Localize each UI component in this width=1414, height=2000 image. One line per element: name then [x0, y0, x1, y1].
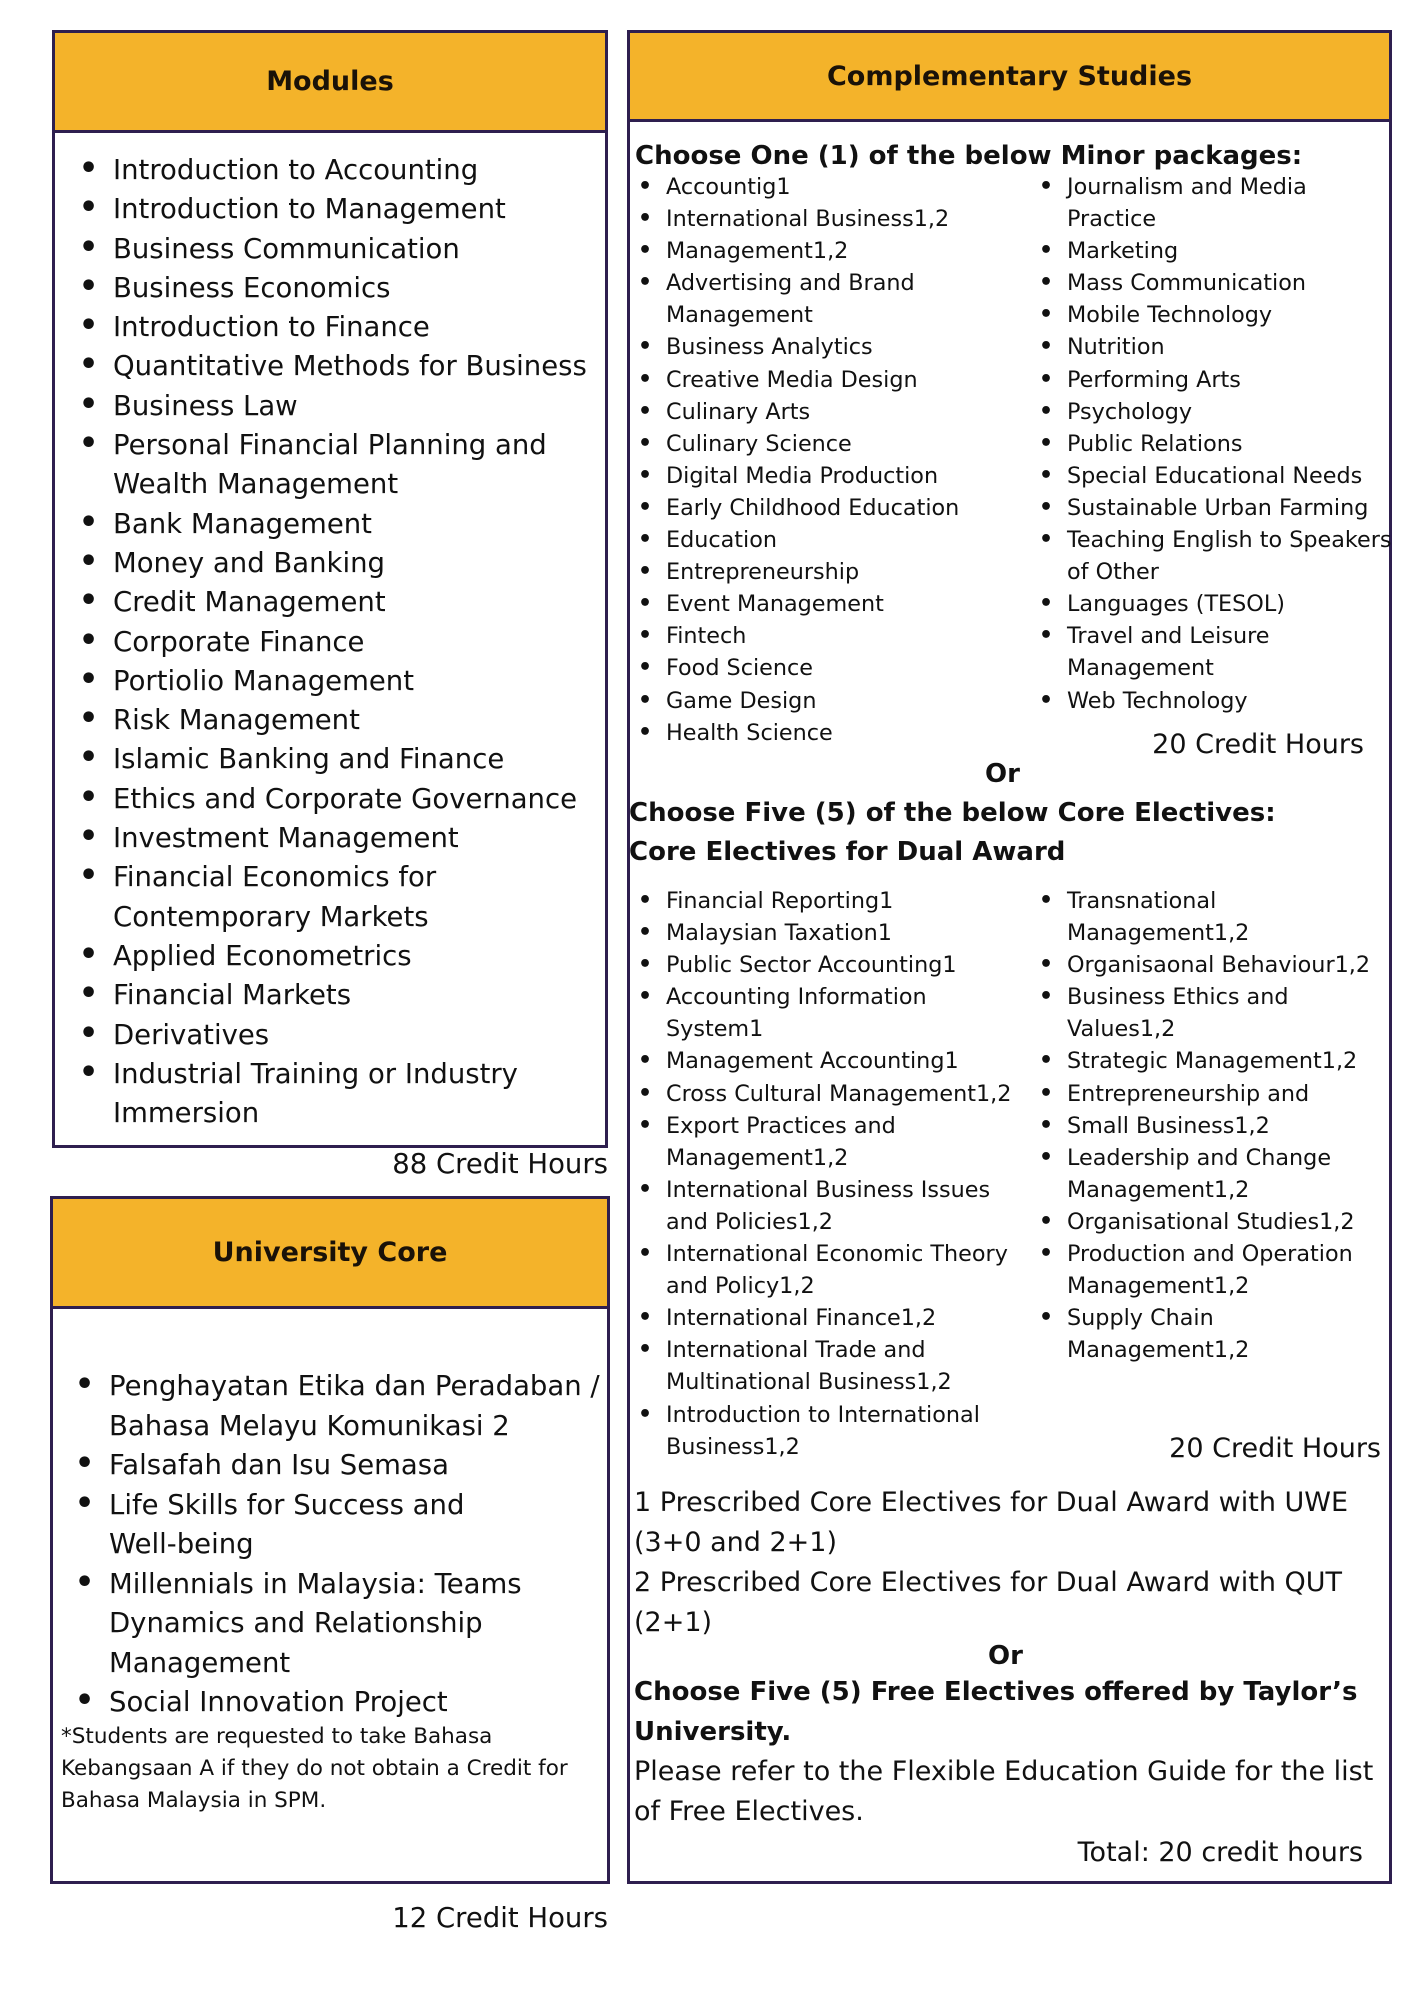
modules-panel — [52, 30, 608, 1148]
module-item: • Introduction to Management — [113, 190, 605, 229]
or-divider-1: Or — [985, 759, 1020, 789]
minor-item: • Entrepreneurship — [636, 556, 1036, 588]
complementary-title: Complementary Studies — [826, 60, 1193, 92]
core-elective-item: • International Business Issues and Policies1,2 — [636, 1174, 1026, 1238]
module-item: • Introduction to Finance — [113, 308, 605, 347]
minor-item: • Sustainable Urban Farming — [1037, 492, 1397, 524]
core-elective-item: • Business Ethics and Values1,2 — [1037, 981, 1327, 1045]
minor-item: • Game Design — [636, 685, 1036, 717]
core-electives-subheading: Core Electives for Dual Award — [629, 837, 1066, 867]
core-elective-item: • International Economic Theory and Policy1,2 — [636, 1238, 1046, 1302]
module-item: • Derivatives — [113, 1016, 605, 1055]
module-item: • Applied Econometrics — [113, 937, 605, 976]
module-item: • Business Economics — [113, 269, 605, 308]
minor-item: • Performing Arts — [1037, 364, 1397, 396]
module-item: • Personal Financial Planning and Wealth Management — [113, 426, 553, 505]
minor-item: • Fintech — [636, 620, 1036, 652]
minor-item: • Nutrition — [1037, 331, 1397, 363]
module-item: • Ethics and Corporate Governance — [113, 780, 605, 819]
minor-item: • Business Analytics — [636, 331, 1036, 363]
minor-item: • Travel and Leisure Management — [1037, 620, 1307, 684]
core-elective-item: • Strategic Management1,2 — [1037, 1045, 1397, 1077]
minor-item: • Advertising and Brand Management — [636, 267, 926, 331]
minor-item: • Mass Communication — [1037, 267, 1397, 299]
module-item: • Credit Management — [113, 583, 605, 622]
module-item: • Quantitative Methods for Business — [113, 347, 605, 386]
minor-list-left — [636, 171, 1036, 749]
minor-item: • Early Childhood Education — [636, 492, 1036, 524]
module-item: • Introduction to Accounting — [113, 151, 605, 190]
minor-item: • International Business1,2 — [636, 203, 1036, 235]
module-item: • Money and Banking — [113, 544, 605, 583]
minor-item: • Food Science — [636, 652, 1036, 684]
core-elective-item: • Entrepreneurship and — [1037, 1078, 1397, 1110]
core-elective-item: • Supply Chain Management1,2 — [1037, 1302, 1287, 1366]
module-item: • Business Law — [113, 387, 605, 426]
core-credit-hours: 20 Credit Hours — [1169, 1433, 1381, 1464]
modules-header — [55, 33, 605, 133]
minor-item: • Mobile Technology — [1037, 299, 1397, 331]
module-item: • Corporate Finance — [113, 623, 605, 662]
core-elective-item: • Production and Operation Management1,2 — [1037, 1238, 1397, 1302]
minor-item: • Languages (TESOL) — [1037, 588, 1397, 620]
university-core-title: University Core — [212, 1237, 448, 1268]
module-item: • Financial Economics for Contemporary Markets — [113, 858, 473, 937]
core-electives-heading: Choose Five (5) of the below Core Electives: — [629, 798, 1276, 828]
complementary-header — [630, 33, 1389, 122]
minor-item: • Teaching English to Speakers of Other — [1037, 524, 1407, 588]
minor-item: • Culinary Arts — [636, 396, 1036, 428]
university-core-credit-hours: 12 Credit Hours — [392, 1902, 608, 1934]
university-core-list — [53, 1309, 607, 1723]
minor-item: • Public Relations — [1037, 428, 1397, 460]
core-elective-item: • Malaysian Taxation1 — [636, 917, 1036, 949]
minor-item: • Digital Media Production — [636, 460, 1036, 492]
module-item: • Financial Markets — [113, 976, 605, 1015]
module-item: • Portiolio Management — [113, 662, 605, 701]
minor-item: • Psychology — [1037, 396, 1397, 428]
university-core-panel — [50, 1196, 610, 1884]
footnote-uwe: 1 Prescribed Core Electives for Dual Award with UWE (3+0 and 2+1) — [634, 1487, 1349, 1558]
university-core-header — [53, 1199, 607, 1309]
core-list-right — [1037, 885, 1397, 1366]
core-elective-item: • Organisational Studies1,2 — [1037, 1206, 1397, 1238]
core-elective-item: • Accounting Information System1 — [636, 981, 956, 1045]
minor-item: • Creative Media Design — [636, 364, 1036, 396]
module-item: • Bank Management — [113, 505, 605, 544]
core-elective-item: • International Finance1,2 — [636, 1302, 1036, 1334]
complementary-studies-panel — [627, 30, 1392, 1884]
minor-heading: Choose One (1) of the below Minor packages: — [635, 141, 1303, 171]
minor-item: • Accountig1 — [636, 171, 1036, 203]
module-item: • Risk Management — [113, 701, 605, 740]
minor-item: • Special Educational Needs — [1037, 460, 1397, 492]
modules-list — [55, 133, 605, 1133]
modules-credit-hours: 88 Credit Hours — [392, 1148, 608, 1180]
minor-item: • Education — [636, 524, 1036, 556]
minor-item: • Culinary Science — [636, 428, 1036, 460]
university-core-note: *Students are requested to take Bahasa Kebangsaan A if they do not obtain a Credit for Bahasa Malaysia in SPM. — [61, 1723, 568, 1813]
core-elective-item: • Financial Reporting1 — [636, 885, 1036, 917]
minor-item: • Marketing — [1037, 235, 1397, 267]
core-item: • Life Skills for Success and Well-being — [109, 1486, 539, 1565]
minor-item: • Management1,2 — [636, 235, 1036, 267]
module-item: • Business Communication — [113, 230, 605, 269]
or-divider-2: Or — [988, 1641, 1023, 1671]
minor-item: • Journalism and Media Practice — [1037, 171, 1327, 235]
core-item: • Social Innovation Project — [109, 1683, 607, 1723]
modules-title: Modules — [266, 66, 394, 97]
core-elective-item: • Export Practices and Management1,2 — [636, 1110, 936, 1174]
core-elective-item: • Transnational Management1,2 — [1037, 885, 1307, 949]
core-item: • Penghayatan Etika dan Peradaban / Bahasa Melayu Komunikasi 2 — [109, 1367, 604, 1446]
core-item: • Falsafah dan Isu Semasa — [109, 1446, 607, 1486]
module-item: • Investment Management — [113, 819, 605, 858]
minor-item: • Web Technology — [1037, 685, 1397, 717]
minor-credit-hours: 20 Credit Hours — [1152, 729, 1364, 760]
footnote-qut: 2 Prescribed Core Electives for Dual Award with QUT (2+1) — [634, 1567, 1343, 1638]
minor-list-right — [1037, 171, 1397, 717]
core-elective-item: • Public Sector Accounting1 — [636, 949, 1036, 981]
core-elective-item: • Cross Cultural Management1,2 — [636, 1078, 1036, 1110]
free-electives-text: Please refer to the Flexible Education Guide for the list of Free Electives. — [634, 1756, 1374, 1827]
minor-item: • Event Management — [636, 588, 1036, 620]
core-elective-item: • Introduction to International Business1,2 — [636, 1399, 1006, 1463]
core-elective-item: • Leadership and Change Management1,2 — [1037, 1142, 1367, 1206]
free-electives-heading: Choose Five (5) Free Electives offered by Taylor’s University. — [634, 1677, 1358, 1747]
core-elective-item: • Small Business1,2 — [1037, 1110, 1397, 1142]
core-elective-item: • International Trade and Multinational Business1,2 — [636, 1334, 966, 1398]
free-electives-total: Total: 20 credit hours — [1077, 1837, 1363, 1868]
module-item: • Islamic Banking and Finance — [113, 740, 605, 779]
core-item: • Millennials in Malaysia: Teams Dynamics and Relationship Management — [109, 1565, 529, 1684]
core-elective-item: • Management Accounting1 — [636, 1045, 1036, 1077]
core-elective-item: • Organisaonal Behaviour1,2 — [1037, 949, 1397, 981]
core-list-left — [636, 885, 1036, 1463]
module-item: • Industrial Training or Industry Immersion — [113, 1055, 533, 1134]
minor-item: • Health Science — [636, 717, 1036, 749]
